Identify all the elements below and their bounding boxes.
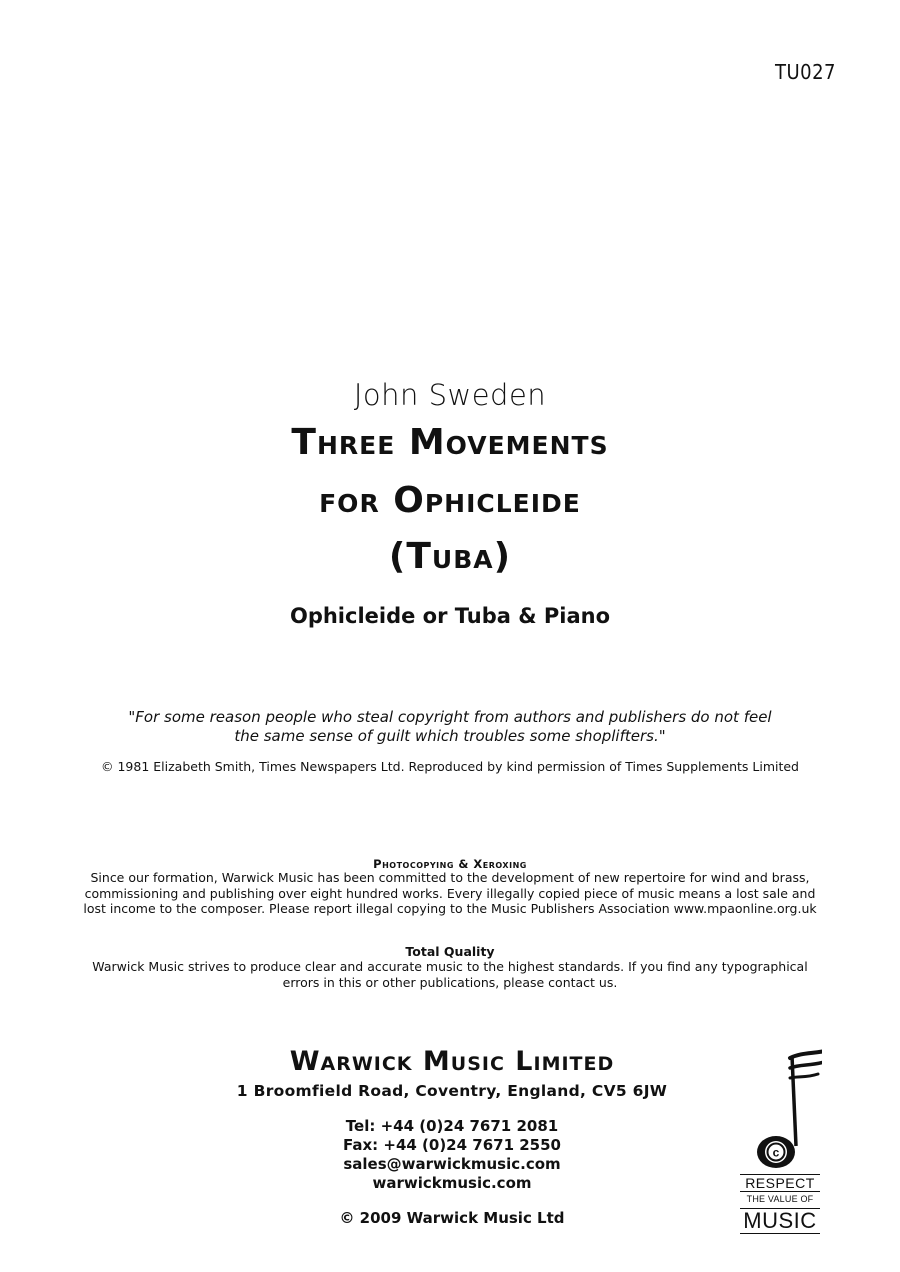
copyright-note-icon [738,1048,822,1174]
logo-music: MUSIC [740,1208,820,1234]
total-quality-line-1: Warwick Music strives to produce clear and accurate music to the highest standards. If you find any typographical [92,959,808,974]
total-quality-line-2: errors in this or other publications, please contact us. [282,974,618,990]
quote-line-1: "For some reason people who steal copyright from authors and publishers do not feel [128,708,772,726]
title-line-2: for Ophicleide [319,480,581,521]
title-line-1: Three Movements [291,422,609,463]
logo-respect: RESPECT [740,1174,820,1192]
publisher-copyright: © 2009 Warwick Music Ltd [339,1209,565,1227]
composer-name: John Sweden [353,378,547,412]
copyright-quote [0,708,900,746]
catalog-number: TU027 [775,60,836,84]
publisher-tel: Tel: +44 (0)24 7671 2081 [345,1117,559,1135]
photocopying-line-1: Since our formation, Warwick Music has been committed to the development of new repertoire for wind and brass, [90,870,810,885]
publisher-address: 1 Broomfield Road, Coventry, England, CV5 6JW [236,1082,668,1100]
photocopying-text [0,870,900,917]
photocopying-heading: Photocopying & Xeroxing [373,857,527,871]
publisher-fax: Fax: +44 (0)24 7671 2550 [342,1136,561,1154]
photocopying-line-3: lost income to the composer. Please report illegal copying to the Music Publishers Association www.mpaonline.org.uk [83,901,817,916]
respect-music-logo [738,1048,822,1238]
title-line-3: (Tuba) [388,536,512,577]
quote-credit: © 1981 Elizabeth Smith, Times Newspapers Ltd. Reproduced by kind permission of Times Supplements Limited [101,759,799,774]
photocopying-line-2: commissioning and publishing over eight hundred works. Every illegally copied piece of music means a lost sale and [84,885,816,901]
logo-value-of: THE VALUE OF [746,1194,814,1204]
total-quality-heading: Total Quality [405,944,495,959]
quote-line-2: the same sense of guilt which troubles some shoplifters." [234,727,666,745]
publisher-name: Warwick Music Limited [289,1046,615,1077]
instrumentation: Ophicleide or Tuba & Piano [289,604,611,628]
publisher-email: sales@warwickmusic.com [343,1155,561,1173]
total-quality-text [0,959,900,990]
svg-text:c: c [772,1145,780,1160]
publisher-website: warwickmusic.com [372,1174,532,1192]
